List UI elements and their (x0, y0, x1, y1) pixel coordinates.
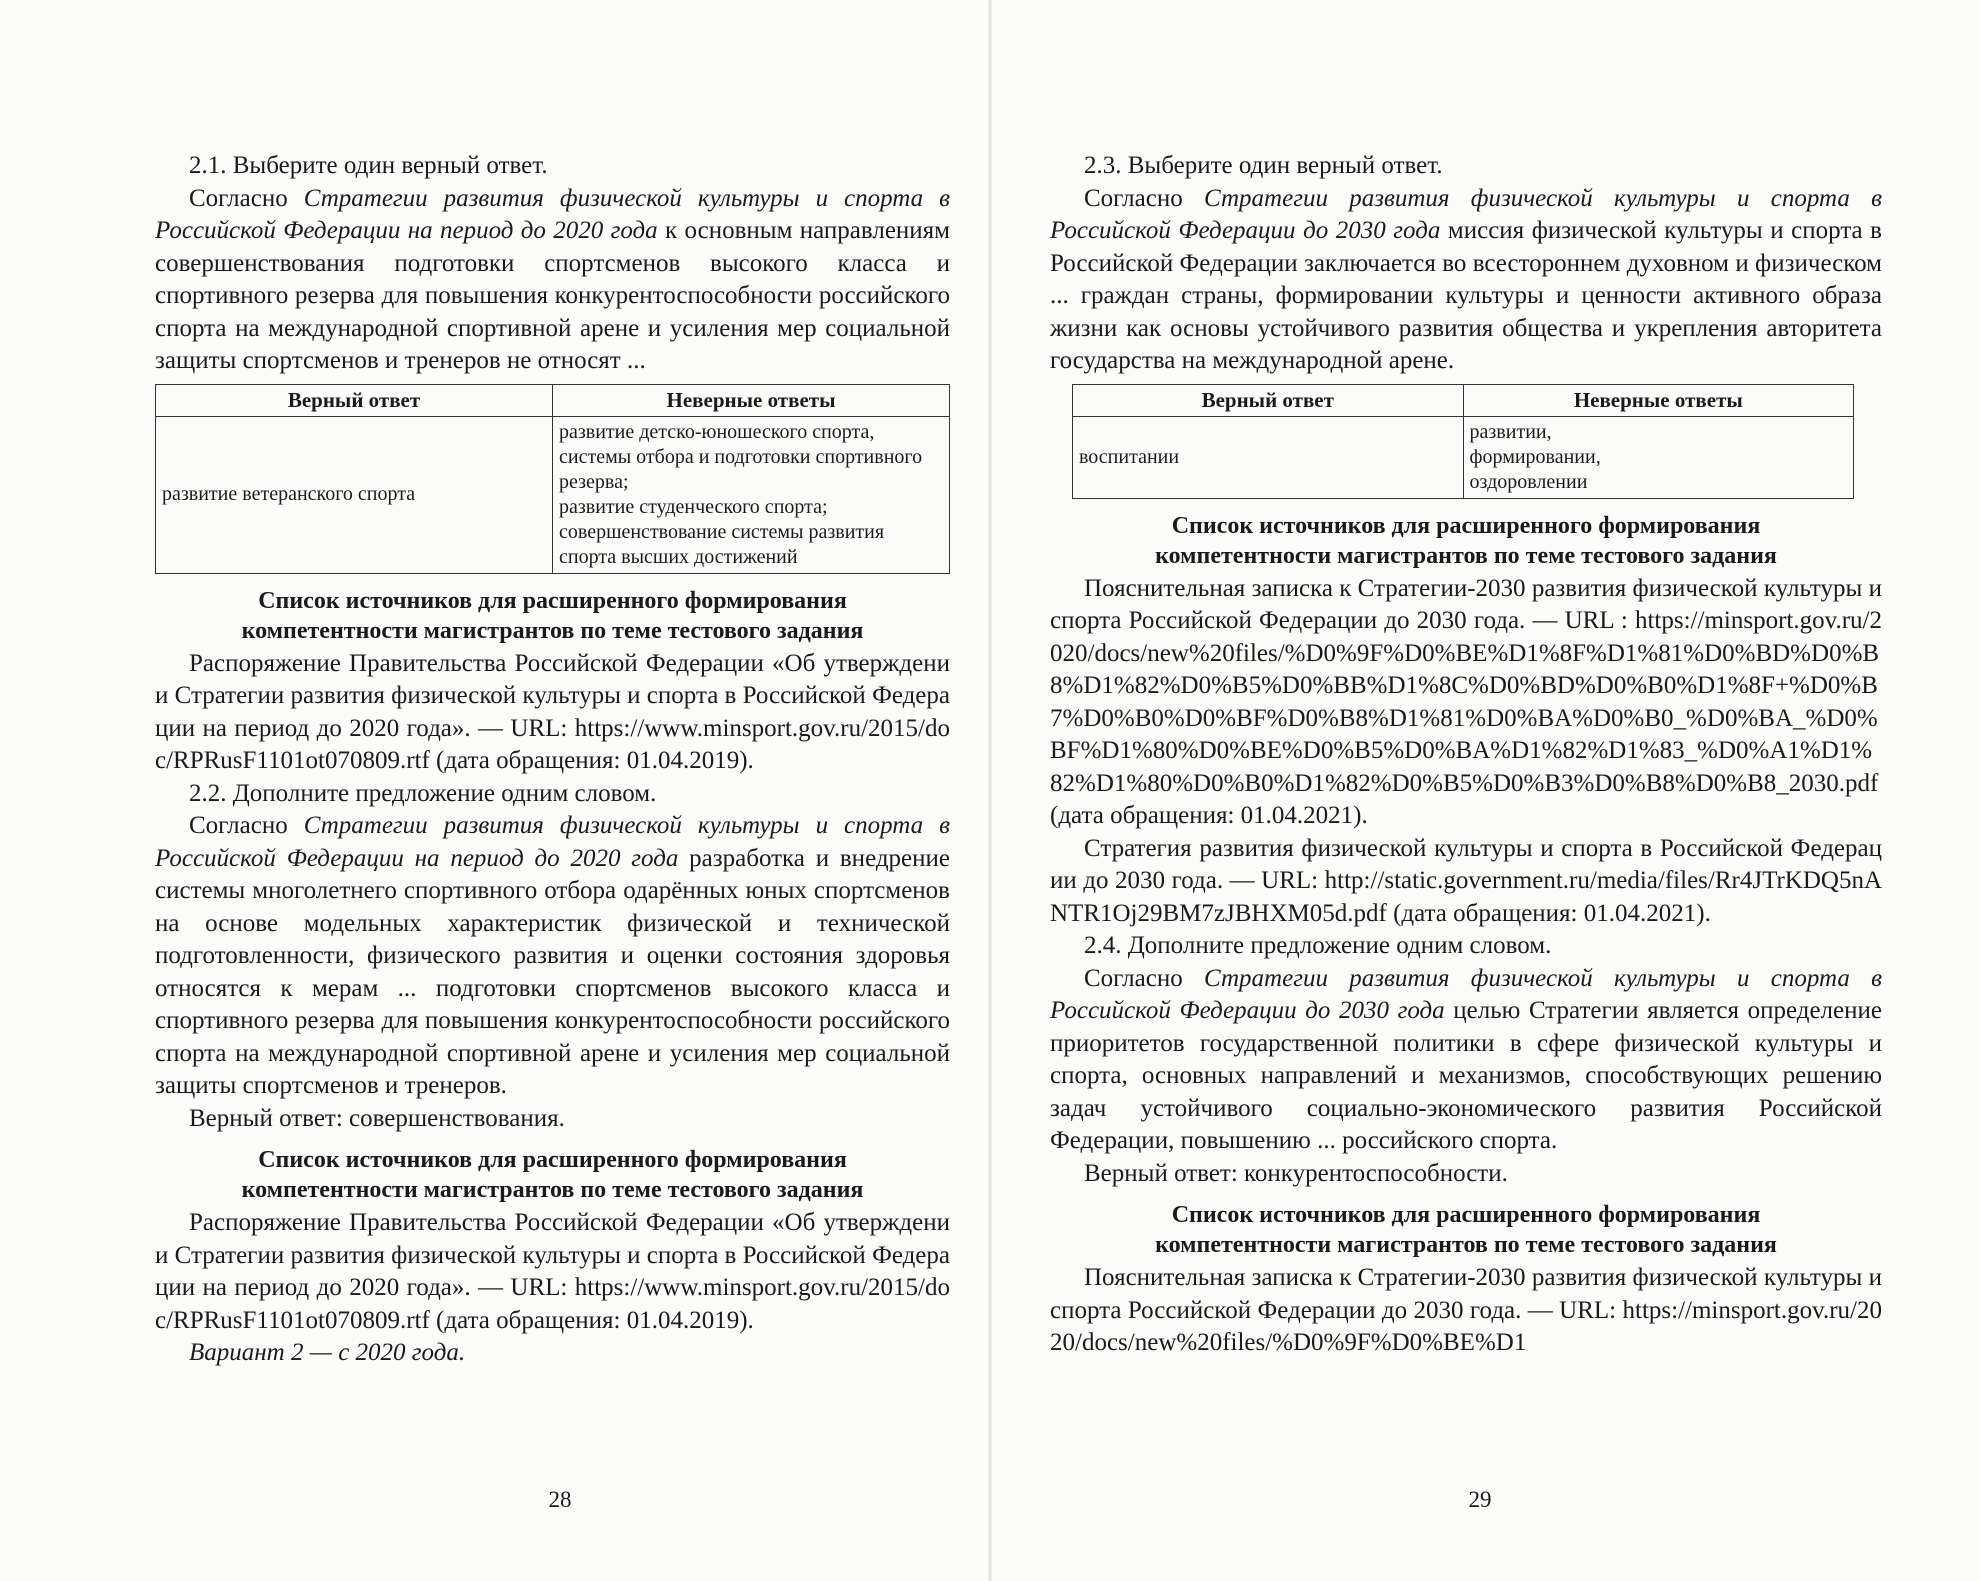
cell-correct-answer: развитие ветеранского спорта (156, 416, 553, 573)
page-right (990, 0, 1980, 1581)
text-fragment: разработка и внедрение системы многолетнего спортивного отбора одарённых юных спортсменов на основе модельных характеристик физической и технической подготовленности, физического развития и оценки состояния здоровья относятся к мерам ... подготовки спортсменов высокого класса и спортивного резерва для повышения конкурентоспособности российского спорта на международной спортивной арене и усиления мер социальной защиты спортсменов и тренеров. (155, 844, 951, 1099)
question-2-3-title: 2.3. Выберите один верный ответ. (1084, 152, 1443, 179)
wrong-answer-item: оздоровлении (1469, 470, 1588, 493)
sources-heading (1050, 1200, 1882, 1260)
variant-note: Вариант 2 — с 2020 года. (189, 1339, 466, 1366)
question-2-2-text (155, 810, 950, 1103)
text-fragment: Согласно (189, 184, 304, 212)
text-fragment: Согласно (1084, 964, 1204, 992)
cell-wrong-answers (553, 416, 950, 573)
question-2-3-text (1050, 183, 1882, 378)
question-2-4-text (1050, 963, 1882, 1158)
wrong-answer-item: совершенствование системы развития спорта высших достижений (559, 520, 885, 568)
sources-heading-line: Список источников для расширенного формирования (258, 587, 847, 614)
wrong-answer-item: развитие детско-юношеского спорта, системы отбора и подготовки спортивного резерва; (559, 420, 923, 493)
text-fragment: миссия физической культуры и спорта в Российской Федерации заключается во всестороннем духовном и физическом ... граждан страны, формировании культуры и ценности активного образа жизни как основы устойчивого развития общества и укрепления авторитета государства на международной арене. (1050, 217, 1882, 374)
header-wrong-answers: Неверные ответы (553, 384, 950, 416)
cell-correct-answer: воспитании (1073, 416, 1464, 498)
page-left-content (155, 150, 950, 1370)
sources-heading-line: компетентности магистрантов по теме тестового задания (241, 617, 864, 644)
source-item: Стратегия развития физической культуры и спорта в Российской Федерации до 2030 года. — URL: http://static.government.ru/media/files/Rr4JTrKDQ5nANTR1Oj29BM7zJBHXM05d.pdf (дата обращения: 01.04.2021). (1050, 834, 1882, 927)
sources-heading-line: Список источников для расширенного формирования (1171, 512, 1761, 539)
strategy-title-italic: Стратегии развития физической культуры и спорта в Российской Федерации до 2030 года (1050, 964, 1882, 1024)
text-fragment: Согласно (1084, 184, 1204, 212)
source-item: Распоряжение Правительства Российской Федерации «Об утверждении Стратегии развития физической культуры и спорта в Российской Федерации на период до 2020 года». — URL: https://www.minsport.gov.ru/2015/doc/RPRusF1101ot070809.rtf (дата обращения: 01.04.2019). (155, 1209, 950, 1334)
page-number: 29 (1468, 1487, 1492, 1512)
answer-table-2-3 (1072, 384, 1854, 499)
answer-table-2-1 (155, 384, 950, 574)
sources-heading-line: компетентности магистрантов по теме тестового задания (1155, 542, 1777, 569)
text-fragment: целью Стратегии является определение приоритетов государственной политики в сфере физической культуры и спорта, основных направлений и механизмов, способствующих решению задач устойчивого социально-экономического развития Российской Федерации, повышению ... российского спорта. (1050, 997, 1882, 1154)
sources-heading-line: компетентности магистрантов по теме тестового задания (1155, 1232, 1777, 1258)
strategy-title-italic: Стратегии развития физической культуры и спорта в Российской Федерации до 2030 года (1050, 184, 1882, 244)
correct-answer-line: Верный ответ: конкурентоспособности. (1084, 1159, 1508, 1187)
wrong-answer-item: развитие студенческого спорта; (559, 495, 828, 518)
sources-heading-line: Список источников для расширенного формирования (258, 1147, 847, 1173)
source-item: Пояснительная записка к Стратегии-2030 развития физической культуры и спорта Российской Федерации до 2030 года. — URL : https://minsport.gov.ru/2020/docs/new%20files/%D0%9F%D0%BE%D1%8F%D1%81%D0%BD%D0%B8%D1%82%D0%B5%D0%BB%D1%8C%D0%BD%D0%B0%D1%8F+%D0%B7%D0%B0%D0%BF%D0%B8%D1%81%D0%BA%D0%B0_%D0%BA_%D0%BF%D1%80%D0%BE%D0%B5%D0%BA%D1%82%D1%83_%D0%A1%D1%82%D1%80%D0%B0%D1%82%D0%B5%D0%B3%D0%B8%D0%B8_2030.pdf (дата обращения: 01.04.2021). (1050, 574, 1882, 829)
text-fragment: к основным направлениям совершенствования подготовки спортсменов высокого класса и спортивного резерва для повышения конкурентоспособности российского спорта на международной спортивной арене и усиления мер социальной защиты спортсменов и тренеров не относят ... (155, 217, 950, 374)
page-right-content (1050, 150, 1882, 1360)
correct-answer-line: Верный ответ: совершенствования. (189, 1104, 565, 1132)
source-item: Распоряжение Правительства Российской Федерации «Об утверждении Стратегии развития физической культуры и спорта в Российской Федерации на период до 2020 года». — URL: https://www.minsport.gov.ru/2015/doc/RPRusF1101ot070809.rtf (дата обращения: 01.04.2019). (155, 649, 950, 774)
page-number: 28 (548, 1487, 572, 1512)
header-correct-answer: Верный ответ (156, 384, 553, 416)
sources-heading-line: Список источников для расширенного формирования (1171, 1202, 1761, 1228)
wrong-answer-item: формировании, (1469, 445, 1601, 468)
wrong-answer-item: развитии, (1469, 420, 1552, 443)
source-item: Пояснительная записка к Стратегии-2030 развития физической культуры и спорта Российской Федерации до 2030 года. — URL: https://minsport.gov.ru/2020/docs/new%20files/%D0%9F%D0%BE%D1 (1050, 1264, 1882, 1356)
strategy-title-italic: Стратегии развития физической культуры и спорта в Российской Федерации на период до 2020 года (155, 184, 950, 244)
header-wrong-answers: Неверные ответы (1463, 384, 1854, 416)
question-2-1-title: 2.1. Выберите один верный ответ. (189, 152, 548, 179)
sources-heading (155, 586, 950, 646)
question-2-4-title: 2.4. Дополните предложение одним словом. (1084, 932, 1552, 959)
strategy-title-italic: Стратегии развития физической культуры и спорта в Российской Федерации на период до 2020 года (155, 812, 950, 872)
sources-heading (155, 1145, 950, 1205)
sources-heading-line: компетентности магистрантов по теме тестового задания (241, 1177, 864, 1203)
sources-heading (1050, 511, 1882, 571)
cell-wrong-answers (1463, 416, 1854, 498)
text-fragment: Согласно (189, 812, 304, 839)
header-correct-answer: Верный ответ (1073, 384, 1464, 416)
question-2-1-text (155, 183, 950, 378)
question-2-2-title: 2.2. Дополните предложение одним словом. (189, 779, 657, 807)
